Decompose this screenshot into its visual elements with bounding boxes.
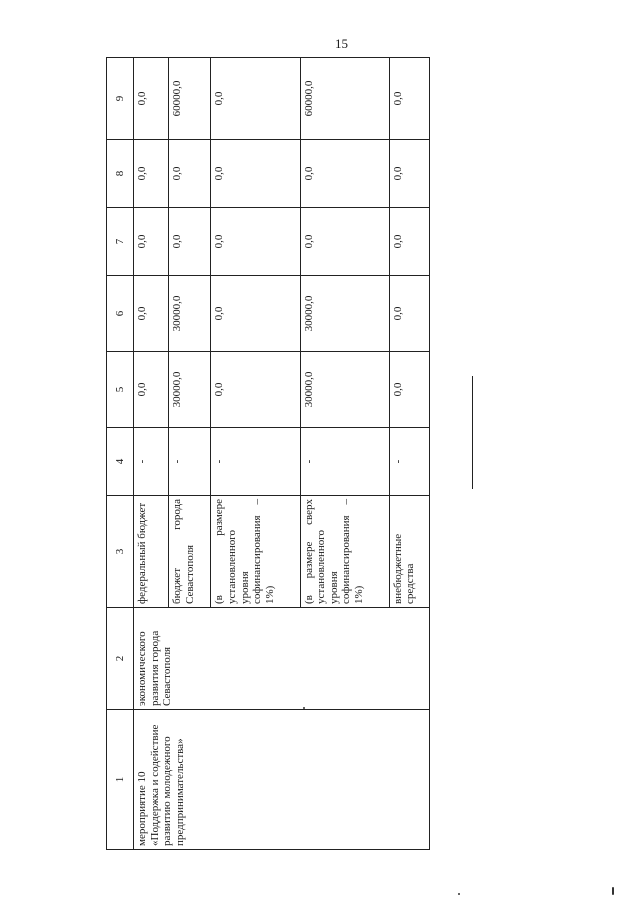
scan-speck — [458, 893, 460, 895]
value-cell: 0,0 — [389, 276, 429, 352]
value-cell: 0,0 — [134, 140, 169, 208]
value-cell: - — [211, 428, 300, 496]
value-cell: 0,0 — [211, 352, 300, 428]
header-cell: 9 — [107, 58, 134, 140]
header-cell: 1 — [107, 710, 134, 850]
source-cell: бюджет города Севастополя — [169, 496, 211, 608]
measure-cell: мероприятие 10 «Поддержка и содействие развитию молодежного предпринимательства» — [134, 710, 430, 850]
header-cell: 4 — [107, 428, 134, 496]
header-cell: 8 — [107, 140, 134, 208]
header-cell: 5 — [107, 352, 134, 428]
value-cell: 30000,0 — [300, 276, 389, 352]
page-number: 15 — [335, 36, 348, 51]
value-cell: 0,0 — [169, 140, 211, 208]
header-cell: 2 — [107, 608, 134, 710]
value-cell: 0,0 — [300, 140, 389, 208]
value-cell: 0,0 — [300, 208, 389, 276]
value-cell: 0,0 — [389, 208, 429, 276]
value-cell: 0,0 — [211, 208, 300, 276]
header-cell: 7 — [107, 208, 134, 276]
value-cell: - — [389, 428, 429, 496]
source-cell: (в размере установленного уровня софинансирования – 1%) — [211, 496, 300, 608]
value-cell: 30000,0 — [169, 276, 211, 352]
scan-speck — [303, 707, 305, 709]
value-cell: 0,0 — [134, 58, 169, 140]
funding-table — [106, 57, 430, 850]
value-cell: 0,0 — [389, 352, 429, 428]
rotated-table-container — [106, 58, 430, 850]
header-cell: 6 — [107, 276, 134, 352]
header-cell: 3 — [107, 496, 134, 608]
value-cell: 0,0 — [134, 276, 169, 352]
value-cell: 0,0 — [134, 208, 169, 276]
separator-line — [472, 376, 473, 489]
value-cell: 60000,0 — [300, 58, 389, 140]
value-cell: 0,0 — [211, 276, 300, 352]
value-cell: 0,0 — [389, 58, 429, 140]
table-row — [134, 58, 169, 850]
value-cell: - — [134, 428, 169, 496]
table-header-row — [107, 58, 134, 850]
value-cell: 0,0 — [211, 140, 300, 208]
scan-speck — [612, 887, 614, 895]
value-cell: 30000,0 — [300, 352, 389, 428]
value-cell: - — [300, 428, 389, 496]
value-cell: 0,0 — [211, 58, 300, 140]
responsible-cell: экономического развития города Севастополя — [134, 608, 430, 710]
source-cell: федеральный бюджет — [134, 496, 169, 608]
value-cell: 0,0 — [134, 352, 169, 428]
source-cell: (в размере сверх установленного уровня софинансирования – 1%) — [300, 496, 389, 608]
value-cell: - — [169, 428, 211, 496]
source-cell: внебюджетные средства — [389, 496, 429, 608]
value-cell: 0,0 — [169, 208, 211, 276]
value-cell: 60000,0 — [169, 58, 211, 140]
value-cell: 30000,0 — [169, 352, 211, 428]
value-cell: 0,0 — [389, 140, 429, 208]
